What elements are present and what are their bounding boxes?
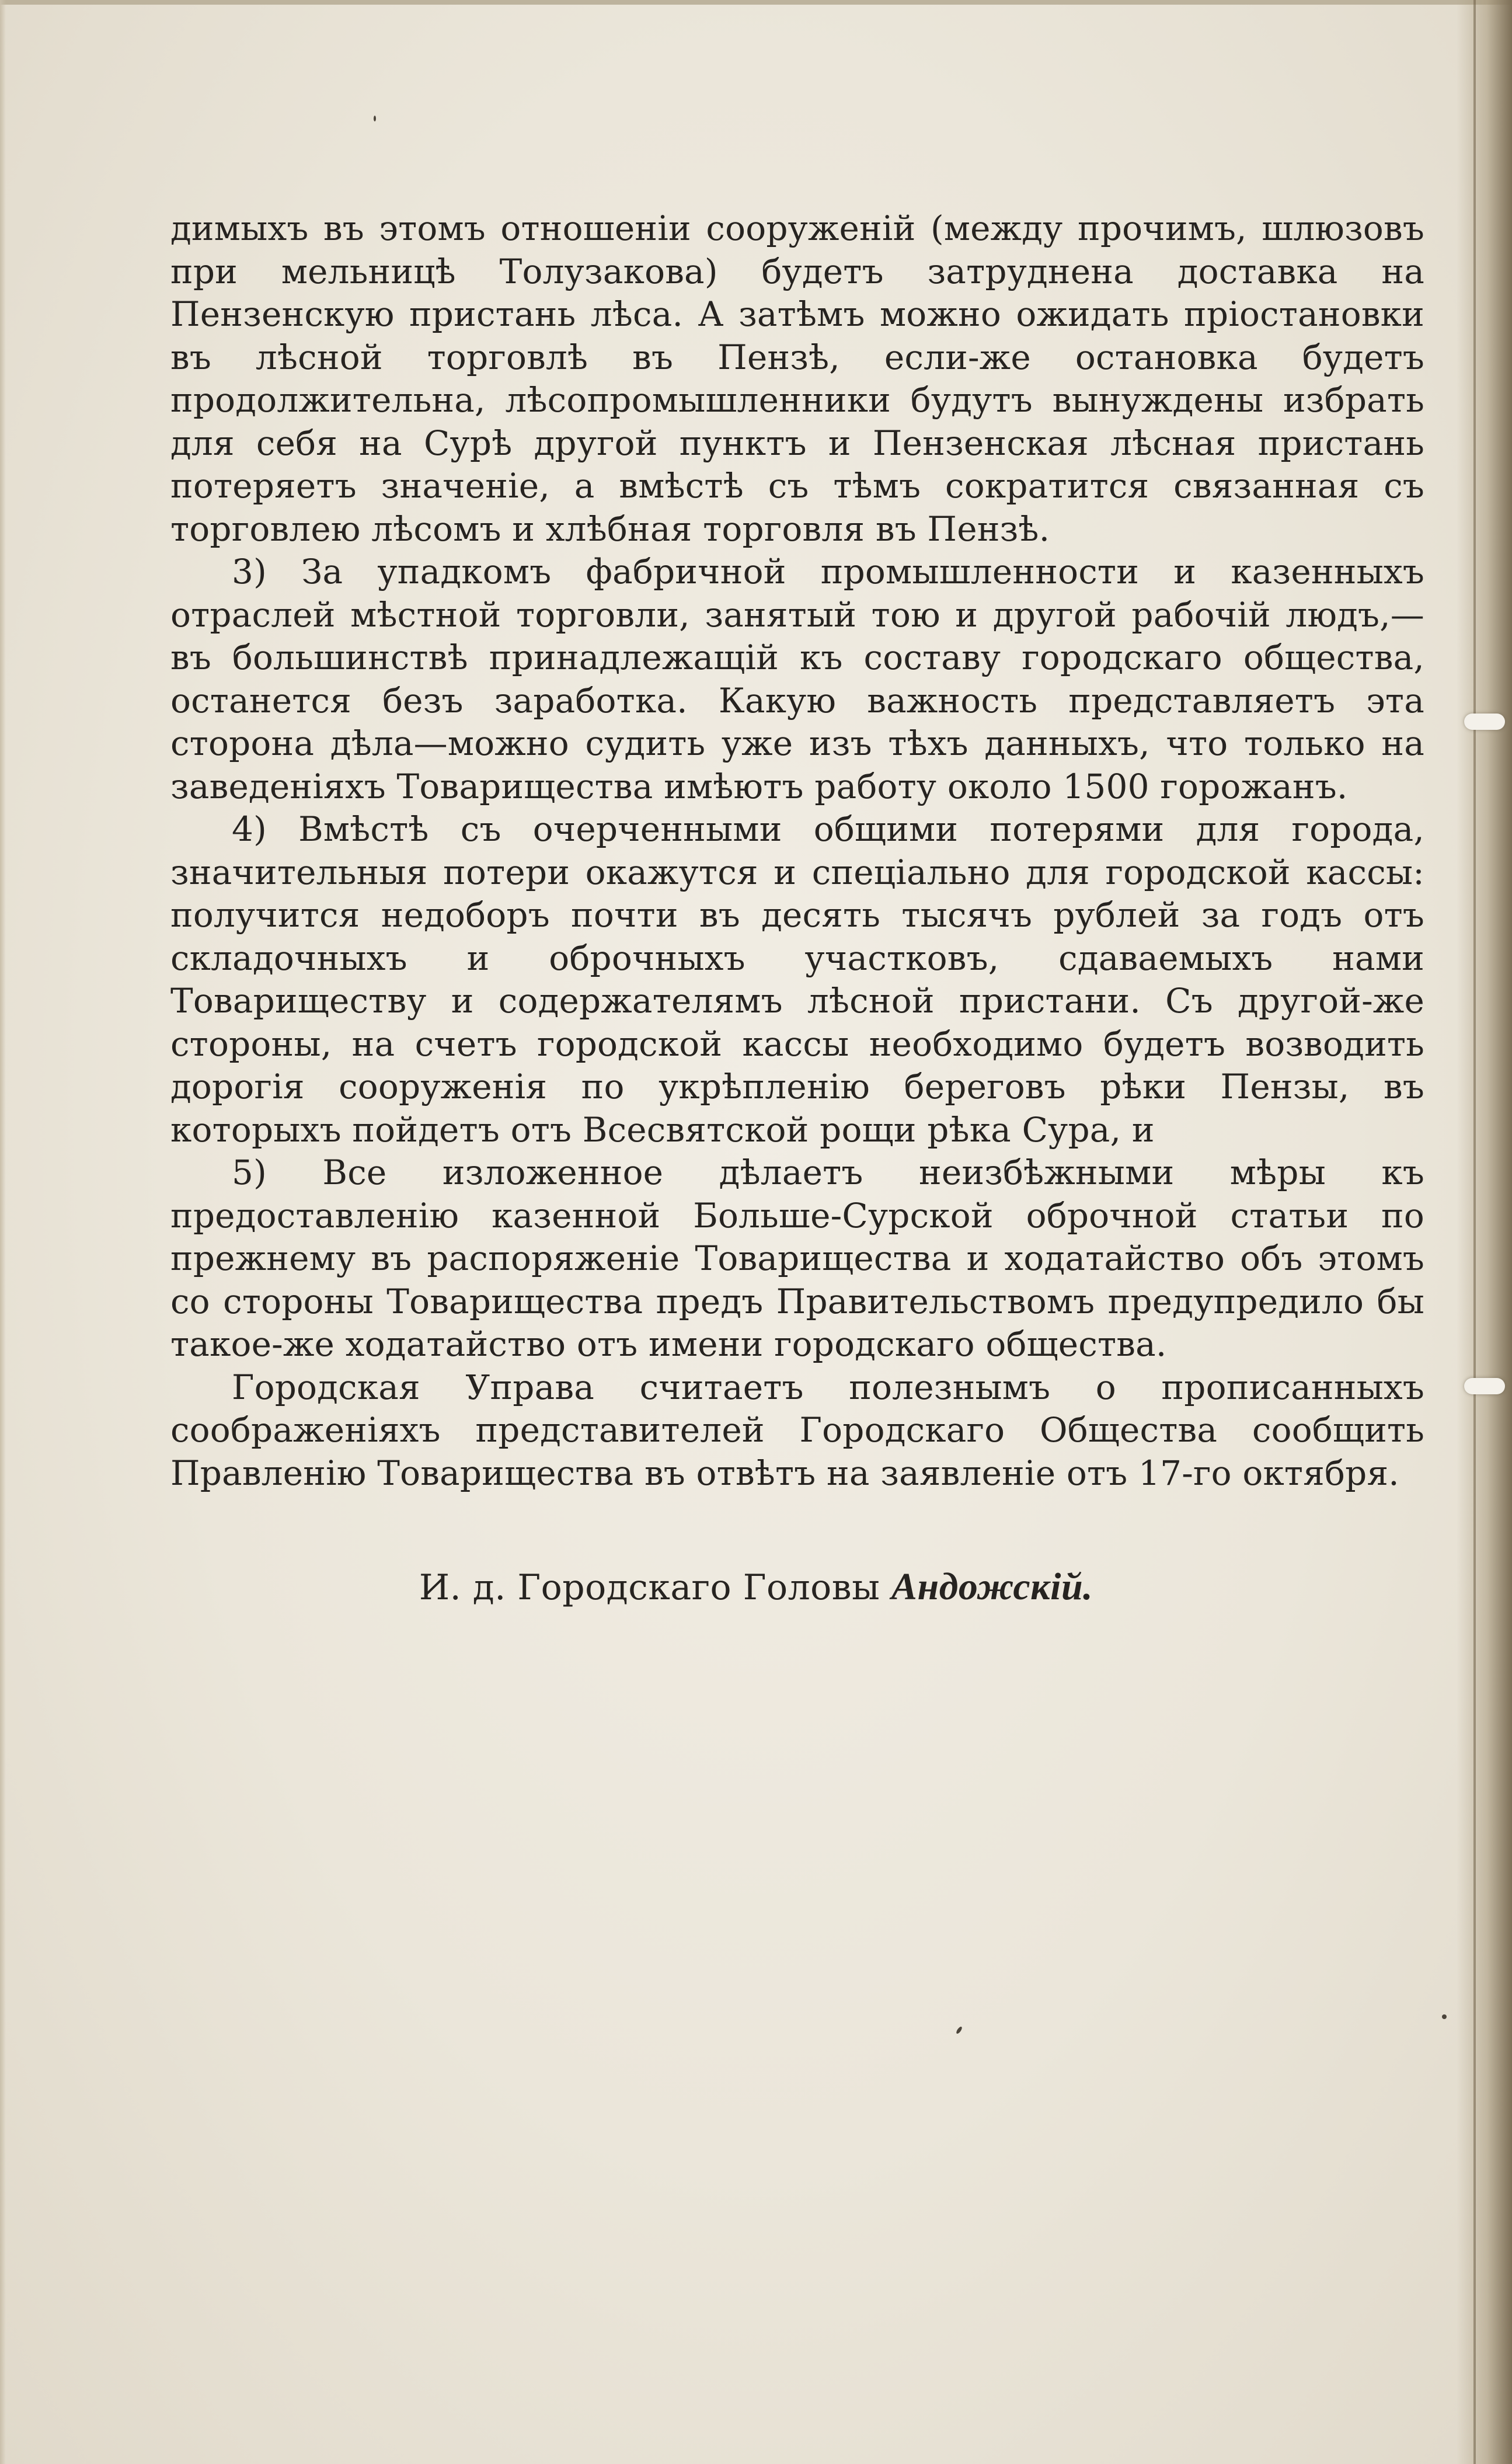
page-top-edge — [0, 0, 1512, 5]
paper-speck — [956, 2026, 963, 2035]
page-left-edge — [0, 0, 6, 2464]
document-body — [170, 207, 1424, 1495]
signature-name: Андожскій. — [891, 1565, 1093, 1608]
paper-speck — [374, 116, 376, 121]
paragraph-continuation: димыхъ въ этомъ отношеніи сооруженій (между прочимъ, шлюзовъ при мельницѣ Толузакова) будетъ затруднена доставка на Пензенскую пристань лѣса. А затѣмъ можно ожидать пріостановки въ лѣсной торговлѣ въ Пензѣ, если-же остановка будетъ продолжительна, лѣсопромышленники будутъ вынуждены избрать для себя на Сурѣ другой пунктъ и Пензенская лѣсная пристань потеряетъ значеніе, а вмѣстѣ съ тѣмъ сократится связанная съ торговлею лѣсомъ и хлѣбная торговля въ Пензѣ. — [170, 208, 1424, 549]
paper-speck — [1442, 2014, 1447, 2019]
paragraph-item-4: 4) Вмѣстѣ съ очерченными общими потерями для города, значительныя потери окажутся и спеціально для городской кассы: получится недоборъ почти въ десять тысячъ рублей за годъ отъ складочныхъ и оброчныхъ участковъ, сдаваемыхъ нами Товариществу и содержателямъ лѣсной пристани. Съ другой-же стороны, на счетъ городской кассы необходимо будетъ возводить дорогія сооруженія по укрѣпленію береговъ рѣки Пензы, въ которыхъ пойдетъ отъ Всесвятской рощи рѣка Сура, и — [170, 809, 1424, 1150]
signature-title: И. д. Городскаго Головы — [419, 1567, 880, 1608]
paragraph-item-5: 5) Все изложенное дѣлаетъ неизбѣжными мѣры къ предоставленію казенной Больше-Сурской оброчной статьи по прежнему въ распоряженіе Товарищества и ходатайство объ этомъ со стороны Товарищества предъ Правительствомъ предупредило бы такое-же ходатайство отъ имени городскаго общества. — [170, 1153, 1424, 1364]
paragraph-conclusion: Городская Управа считаетъ полезнымъ о прописанныхъ соображеніяхъ представителей Городскаго Общества сообщить Правленію Товарищества въ отвѣтъ на заявленіе отъ 17-го октября. — [170, 1367, 1424, 1493]
page-binding-shadow — [1457, 0, 1512, 2464]
signature-line — [0, 1565, 1512, 1609]
page-binding-fold — [1473, 0, 1476, 2464]
binding-thread-mark — [1464, 714, 1505, 730]
binding-thread-mark — [1464, 1378, 1505, 1394]
paragraph-item-3: 3) За упадкомъ фабричной промышленности и казенныхъ отраслей мѣстной торговли, занятый тою и другой рабочій людъ,—въ большинствѣ принадлежащій къ составу городскаго общества, останется безъ заработка. Какую важность представляетъ эта сторона дѣла—можно судить уже изъ тѣхъ данныхъ, что только на заведеніяхъ Товарищества имѣютъ работу около 1500 горожанъ. — [170, 552, 1424, 806]
